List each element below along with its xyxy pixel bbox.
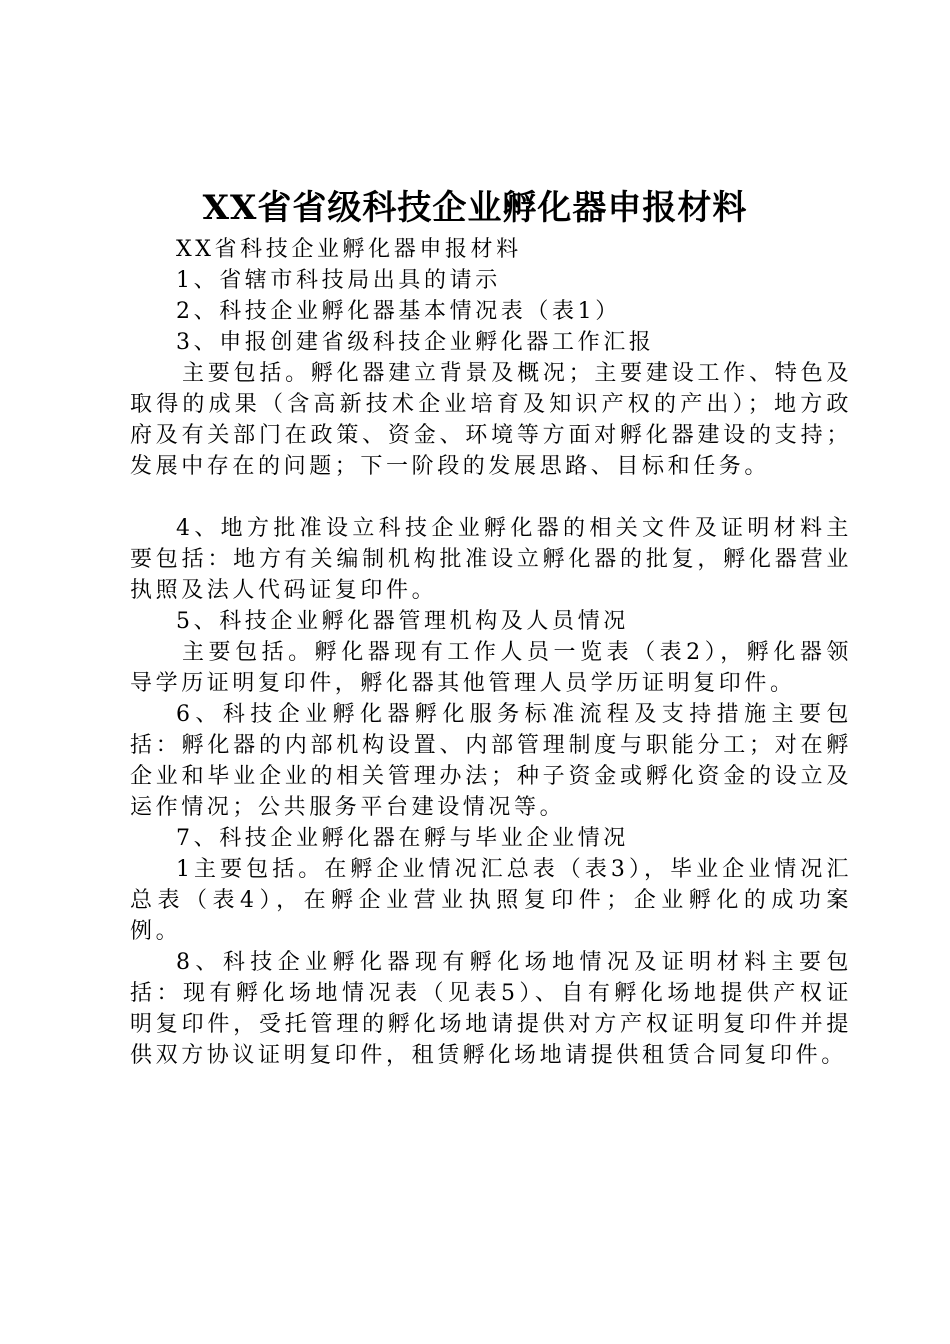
paragraph-gap: [130, 482, 852, 513]
page-title: XX省省级科技企业孵化器申报材料: [202, 188, 748, 228]
list-item-3-detail: 主要包括。孵化器建立背景及概况；主要建设工作、特色及取得的成果（含高新技术企业培育及知识产权的产出）；地方政府及有关部门在政策、资金、环境等方面对孵化器建设的支持；发展中存在的问题；下一阶段的发展思路、目标和任务。: [130, 361, 852, 479]
subtitle-line: XX省科技企业孵化器申报材料: [176, 237, 522, 262]
list-item-7: 7、科技企业孵化器在孵与毕业企业情况: [176, 826, 629, 851]
list-item-6: 6、科技企业孵化器孵化服务标准流程及支持措施主要包括：孵化器的内部机构设置、内部管理制度与职能分工；对在孵企业和毕业企业的相关管理办法；种子资金或孵化资金的设立及运作情况；公共服务平台建设情况等。: [130, 702, 852, 820]
list-item-1: 1、省辖市科技局出具的请示: [176, 268, 501, 293]
list-item-5: 5、科技企业孵化器管理机构及人员情况: [176, 609, 629, 634]
list-item-8: 8、科技企业孵化器现有孵化场地情况及证明材料主要包括：现有孵化场地情况表（见表5）、自有孵化场地提供产权证明复印件，受托管理的孵化场地请提供对方产权证明复印件并提供双方协议证明复印件，租赁孵化场地请提供租赁合同复印件。: [130, 950, 852, 1068]
document-body: [130, 234, 852, 1071]
list-item-5-detail: 主要包括。孵化器现有工作人员一览表（表2），孵化器领导学历证明复印件，孵化器其他管理人员学历证明复印件。: [130, 640, 852, 696]
list-item-4: 4、地方批准设立科技企业孵化器的相关文件及证明材料主要包括：地方有关编制机构批准设立孵化器的批复，孵化器营业执照及法人代码证复印件。: [130, 516, 852, 603]
list-item-7-detail: 1主要包括。在孵企业情况汇总表（表3），毕业企业情况汇总表（表4），在孵企业营业执照复印件；企业孵化的成功案例。: [130, 857, 852, 944]
list-item-2: 2、科技企业孵化器基本情况表（表1）: [176, 299, 621, 324]
list-item-3: 3、申报创建省级科技企业孵化器工作汇报: [176, 330, 655, 355]
